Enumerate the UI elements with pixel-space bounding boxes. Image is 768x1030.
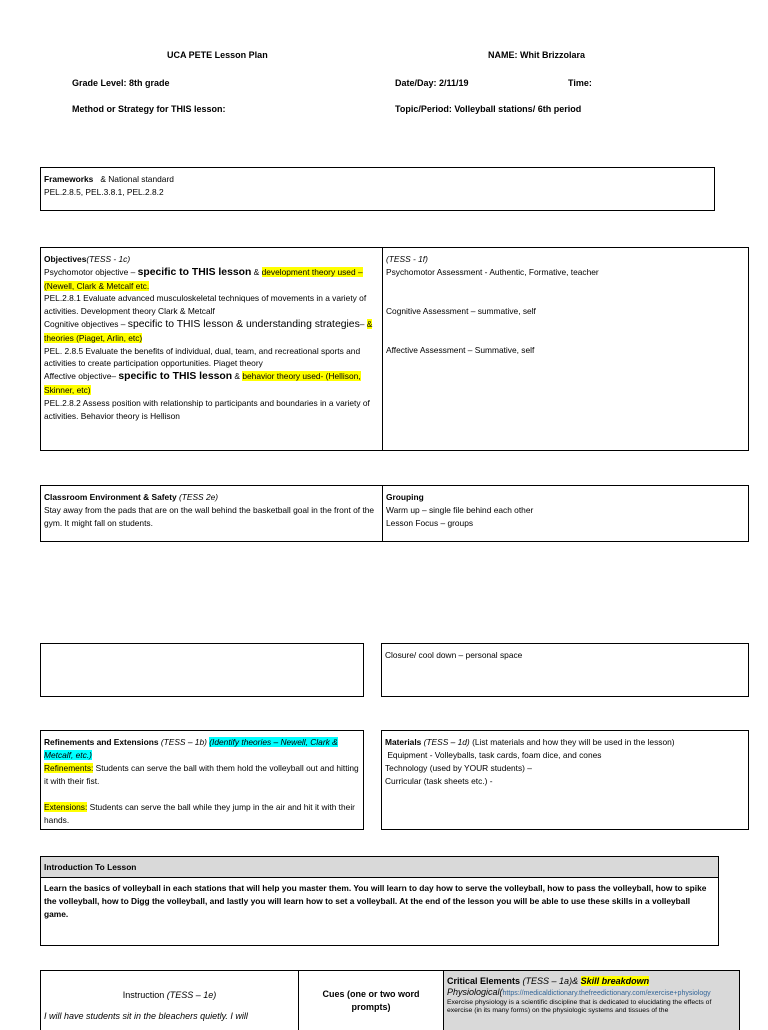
- method-label: Method or Strategy for THIS lesson:: [72, 104, 226, 114]
- grouping-warmup: Warm up – single file behind each other: [386, 504, 534, 515]
- cues-cell: [298, 971, 443, 1030]
- materials-curricular: Curricular (task sheets etc.) -: [385, 775, 493, 786]
- refinements-box: Refinements and Extensions (TESS – 1b) (Identify theories – Newell, Clark & Metcalf, etc.) Refinements: Students can serve the ball with them hold the volleyball out and hitting it with their fist. Extensions: Students can serve the ball while they jump in the air and hit it with their hands.: [40, 730, 364, 830]
- environment-cell: Classroom Environment & Safety (TESS 2e) Stay away from the pads that are on the wall behind the basketball goal in the front of the gym. It might fall on students.: [41, 486, 382, 541]
- materials-box: Materials (TESS – 1d) (List materials and how they will be used in the lesson) Equipment - Volleyballs, task cards, foam dice, and cones Technology (used by YOUR students) – Curricular (task sheets etc.) -: [381, 730, 749, 830]
- instruction-text: I will have students sit in the bleachers quietly. I will: [44, 1010, 248, 1021]
- psychomotor-theory-highlight: development theory used – (Newell, Clark & Metcalf etc.: [44, 266, 363, 291]
- closure-box: [381, 643, 749, 697]
- environment-grouping-box: [40, 485, 749, 542]
- frameworks-subtitle: & National standard: [100, 174, 174, 184]
- introduction-title: Introduction To Lesson: [44, 862, 137, 872]
- materials-technology: Technology (used by YOUR students) –: [385, 762, 532, 773]
- extensions-text: Students can serve the ball while they jump in the air and hit it with their hands.: [44, 801, 355, 825]
- assessment-tess: (TESS - 1f): [386, 254, 428, 264]
- objectives-cell: Objectives(TESS - 1c) Psychomotor objective – specific to THIS lesson & development theory used – (Newell, Clark & Metcalf etc. PEL.2.8.1 Evaluate advanced musculoskeletal techniques of movements in a variety of activities. Development theory Clark & Metcalf Cognitive objectives – specific to THIS lesson & understanding strategies– & theories (Piaget, Arlin, etc) PEL. 2.8.5 Evaluate the benefits of individual, dual, team, and recreational sports and activities to create participation opportunities. Piaget theory Affective objective– specific to THIS lesson & behavior theory used- (Hellison, Skinner, etc) PEL.2.8.2 Assess position with relationship to participants and boundaries in a variety of activities. Behavior theory is Hellison: [41, 248, 382, 450]
- frameworks-standards: PEL.2.8.5, PEL.3.8.1, PEL.2.8.2: [44, 186, 164, 197]
- introduction-header: [41, 857, 718, 878]
- psychomotor-objective-text: PEL.2.8.1 Evaluate advanced musculoskeletal techniques of movements in a variety of activities. Development theory Clark & Metcalf: [44, 293, 367, 317]
- grouping-focus: Lesson Focus – groups: [386, 517, 474, 528]
- closure-text: Closure/ cool down – personal space: [385, 650, 523, 660]
- environment-text: Stay away from the pads that are on the wall behind the basketball goal in the front of the gym. It might fall on students.: [44, 504, 375, 528]
- affective-objective-text: PEL.2.8.2 Assess position with relationship to participants and boundaries in a variety of activities. Behavior theory is Hellison: [44, 397, 370, 421]
- environment-title: Classroom Environment & Safety: [44, 492, 177, 502]
- refinements-text: Students can serve the ball with them hold the volleyball out and hitting it with their fist.: [44, 762, 359, 786]
- empty-box: [40, 643, 364, 697]
- refinements-theories-highlight: (Identify theories – Newell, Clark & Metcalf, etc.): [44, 737, 338, 760]
- introduction-box: [40, 856, 719, 946]
- cues-label: Cues (one or two word prompts): [322, 989, 420, 1012]
- objectives-box: [40, 247, 749, 451]
- critical-elements-cell: Critical Elements (TESS – 1a)& Skill breakdown Physiological(https://medicaldictionary.thefreedictionary.com/exercise+physiology Exercise physiology is a scientific discipline that is dedicated to elucidating the effects of exercise (in its many forms) on the physiologic systems and tissues of the: [443, 971, 739, 1030]
- cognitive-assessment: Cognitive Assessment – summative, self: [386, 305, 536, 316]
- frameworks-box: [40, 167, 715, 211]
- refinements-title: Refinements and Extensions: [44, 737, 159, 747]
- materials-equipment: Equipment - Volleyballs, task cards, foam dice, and cones: [387, 749, 602, 760]
- affective-theory-highlight: behavior theory used- (Hellison, Skinner, etc): [44, 371, 361, 395]
- topic-period: Topic/Period: Volleyball stations/ 6th period: [395, 104, 582, 114]
- cognitive-objective-text: PEL. 2.8.5 Evaluate the benefits of individual, dual, team, and recreational sports and activities to create participation opportunities. Piaget theory: [44, 345, 361, 369]
- doc-title: UCA PETE Lesson Plan: [167, 50, 268, 60]
- refinements-label: Refinements:: [44, 762, 94, 773]
- grouping-cell: [382, 486, 748, 541]
- grade-level: Grade Level: 8th grade: [72, 78, 170, 88]
- frameworks-title: Frameworks: [44, 174, 94, 184]
- teacher-name: NAME: Whit Brizzolara: [488, 50, 586, 60]
- grouping-title: Grouping: [386, 492, 424, 502]
- date-day: Date/Day: 2/11/19: [395, 78, 469, 88]
- critical-elements-label: Critical Elements: [447, 976, 521, 986]
- materials-title: Materials: [385, 737, 422, 747]
- physiology-link[interactable]: https://medicaldictionary.thefreedictionary.com/exercise+physiology: [502, 990, 711, 997]
- skill-breakdown-highlight: Skill breakdown: [580, 976, 650, 986]
- instruction-label: Instruction: [122, 990, 165, 1000]
- assessment-cell: [382, 248, 748, 450]
- instruction-cell: Instruction (TESS – 1e) I will have students sit in the bleachers quietly. I will: [41, 971, 298, 1030]
- instruction-table: [40, 970, 740, 1030]
- extensions-label: Extensions:: [44, 801, 88, 812]
- introduction-text: Learn the basics of volleyball in each stations that will help you master them. You will learn to day how to serve the volleyball, how to pass the volleyball, how to spike the volleyball, how to Digg the volleyball, and lastly you will learn how to set a volleyball. At the end of the lesson you will be able to use these skills in a volleyball game.: [44, 883, 707, 919]
- affective-assessment: Affective Assessment – Summative, self: [386, 344, 535, 355]
- time-label: Time:: [568, 78, 592, 88]
- psychomotor-assessment: Psychomotor Assessment - Authentic, Formative, teacher: [386, 266, 599, 277]
- physiology-text: Exercise physiology is a scientific discipline that is dedicated to elucidating the effects of exercise (in its many forms) on the physiologic systems and tissues of the: [447, 999, 712, 1014]
- cognitive-theory-highlight: & theories (Piaget, Arlin, etc): [44, 318, 373, 343]
- objectives-title: Objectives: [44, 254, 87, 264]
